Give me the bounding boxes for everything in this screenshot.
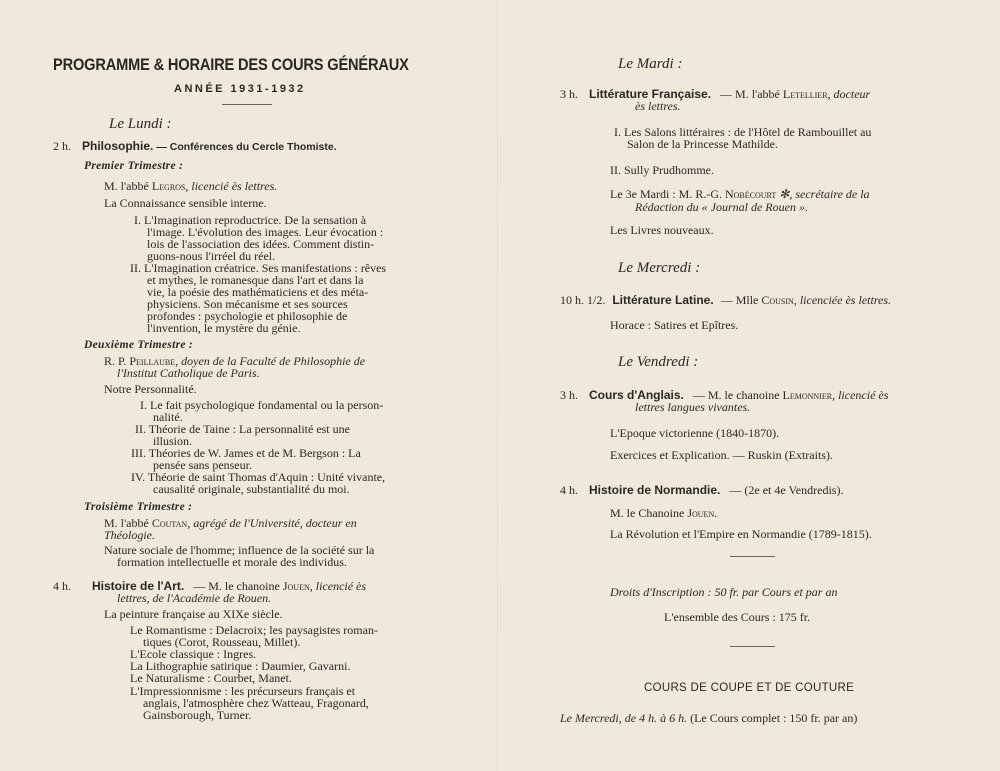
ensemble-cours: L'ensemble des Cours : 175 fr. xyxy=(664,610,811,624)
deuxieme-trimestre: Deuxième Trimestre : xyxy=(84,339,194,351)
section-rule-2 xyxy=(730,646,775,647)
horace: Horace : Satires et Epîtres. xyxy=(610,318,739,332)
exercices: Exercices et Explication. — Ruskin (Extraits). xyxy=(610,448,833,462)
page-fold xyxy=(497,0,498,771)
section-rule-1 xyxy=(730,556,775,557)
art-item-4: La Lithographie satirique : Daumier, Gavarni. xyxy=(130,659,351,673)
item-i2-line3: vie, la poésie des mathématiciens et des méta- xyxy=(147,285,369,299)
course-litterature-line2: ès lettres. xyxy=(635,99,681,113)
item-p1-line2: nalité. xyxy=(153,410,183,424)
teacher-legros: M. l'abbé Legros, licencié ès lettres. xyxy=(104,179,278,193)
coupe-couture-heading: COURS DE COUPE ET DE COUTURE xyxy=(644,682,855,694)
mardi3-line1: Le 3e Mardi : M. R.-G. Nobécourt ✻, secrétaire de la xyxy=(610,187,870,201)
teacher-coutan-line2: Théologie. xyxy=(104,528,155,542)
course-normandie: 4 h. Histoire de Normandie. — (2e et 4e Vendredis). xyxy=(560,483,844,497)
item-p2-line1: II. Théorie de Taine : La personnalité est une xyxy=(135,422,350,436)
item-i2-line5: profondes : psychologie et philosophie de xyxy=(147,309,348,323)
topic-nature-line2: formation intellectuelle et morale des individus. xyxy=(117,555,347,569)
course-time: 2 h. xyxy=(53,139,71,153)
course-desc: — Conférences du Cercle Thomiste. xyxy=(156,141,337,153)
item-p1-line1: I. Le fait psychologique fondamental ou la person- xyxy=(140,398,384,412)
item-i1-line3: lois de l'association des idées. Comment distin- xyxy=(147,237,375,251)
item-i1-line2: l'image. L'évolution des images. Leur évocation : xyxy=(147,225,384,239)
course-histoire-art: 4 h. Histoire de l'Art. — M. le chanoine Jouen, licencié ès xyxy=(53,579,367,593)
course-histoire-art-line2: lettres, de l'Académie de Rouen. xyxy=(117,591,272,605)
item-i2-line1: II. L'Imagination créatrice. Ses manifestations : rêves xyxy=(130,261,387,275)
heading-mercredi: Le Mercredi : xyxy=(618,260,701,276)
art-item-6: L'Impressionnisme : les précurseurs français et xyxy=(130,684,356,698)
course-litterature-francaise: 3 h. Littérature Française. — M. l'abbé Letellier, docteur xyxy=(560,87,871,101)
item-p4-line1: IV. Théorie de saint Thomas d'Aquin : Unité vivante, xyxy=(131,470,386,484)
topic-peinture: La peinture française au XIXe siècle. xyxy=(104,607,283,621)
art-item-7: anglais, l'atmosphère chez Watteau, Fragonard, xyxy=(143,696,369,710)
course-litterature-latine: 10 h. 1/2. Littérature Latine. — Mlle Cousin, licenciée ès lettres. xyxy=(560,293,892,307)
livres-nouveaux: Les Livres nouveaux. xyxy=(610,223,714,237)
item-i2-line2: et mythes, le romanesque dans l'art et dans la xyxy=(147,273,364,287)
item-p3-line1: III. Théories de W. James et de M. Bergson : La xyxy=(131,446,361,460)
sully-prudhomme: II. Sully Prudhomme. xyxy=(610,163,714,177)
coupe-couture-schedule: Le Mercredi, de 4 h. à 6 h. (Le Cours complet : 150 fr. par an) xyxy=(560,711,858,725)
course-philosophie xyxy=(53,140,337,154)
premier-trimestre: Premier Trimestre : xyxy=(84,160,184,172)
art-item-1: Le Romantisme : Delacroix; les paysagistes roman- xyxy=(130,623,378,637)
item-i2-line4: physiciens. Son mécanisme et ses sources xyxy=(147,297,348,311)
item-p4-line2: causalité originale, substantialité du moi. xyxy=(153,482,350,496)
year-label: ANNÉE 1931-1932 xyxy=(174,83,306,95)
heading-vendredi: Le Vendredi : xyxy=(618,354,699,370)
revolution-empire: La Révolution et l'Empire en Normandie (1789-1815). xyxy=(610,527,872,541)
item-p2-line2: illusion. xyxy=(153,434,193,448)
troisieme-trimestre: Troisième Trimestre : xyxy=(84,501,193,513)
course-title: Philosophie. xyxy=(82,139,154,153)
heading-mardi: Le Mardi : xyxy=(618,56,683,72)
teacher-peillaube: R. P. Peillaube, doyen de la Faculté de Philosophie de xyxy=(104,354,366,368)
topic-nature-line1: Nature sociale de l'homme; influence de la société sur la xyxy=(104,543,375,557)
heading-lundi: Le Lundi : xyxy=(109,116,172,132)
mardi3-line2: Rédaction du « Journal de Rouen ». xyxy=(635,200,808,214)
epoque-victorienne: L'Epoque victorienne (1840-1870). xyxy=(610,426,780,440)
teacher-coutan: M. l'abbé Coutan, agrégé de l'Université, docteur en xyxy=(104,516,357,530)
art-item-8: Gainsborough, Turner. xyxy=(143,708,252,722)
salons-line1: I. Les Salons littéraires : de l'Hôtel de Rambouillet au xyxy=(614,125,872,139)
teacher-peillaube-line2: l'Institut Catholique de Paris. xyxy=(117,366,260,380)
art-item-3: L'Ecole classique : Ingres. xyxy=(130,647,257,661)
course-anglais: 3 h. Cours d'Anglais. — M. le chanoine Lemonnier, licencié ès xyxy=(560,388,889,402)
art-item-5: Le Naturalisme : Courbet, Manet. xyxy=(130,671,292,685)
page-title: PROGRAMME & HORAIRE DES COURS GÉNÉRAUX xyxy=(53,55,409,74)
item-i1-line1: I. L'Imagination reproductrice. De la sensation à xyxy=(134,213,367,227)
title-rule xyxy=(222,104,272,105)
topic-connaissance: La Connaissance sensible interne. xyxy=(104,196,267,210)
art-item-2: tiques (Corot, Rousseau, Millet). xyxy=(143,635,301,649)
course-anglais-line2: lettres langues vivantes. xyxy=(635,400,751,414)
teacher-jouen: M. le Chanoine Jouen. xyxy=(610,506,718,520)
item-i2-line6: l'invention, le mystère du génie. xyxy=(147,321,301,335)
salons-line2: Salon de la Princesse Mathilde. xyxy=(627,137,778,151)
item-i1-line4: guons-nous l'irréel du réel. xyxy=(147,249,276,263)
droits-inscription: Droits d'Inscription : 50 fr. par Cours et par an xyxy=(610,585,838,599)
topic-personnalite: Notre Personnalité. xyxy=(104,382,197,396)
item-p3-line2: pensée sans penseur. xyxy=(153,458,252,472)
